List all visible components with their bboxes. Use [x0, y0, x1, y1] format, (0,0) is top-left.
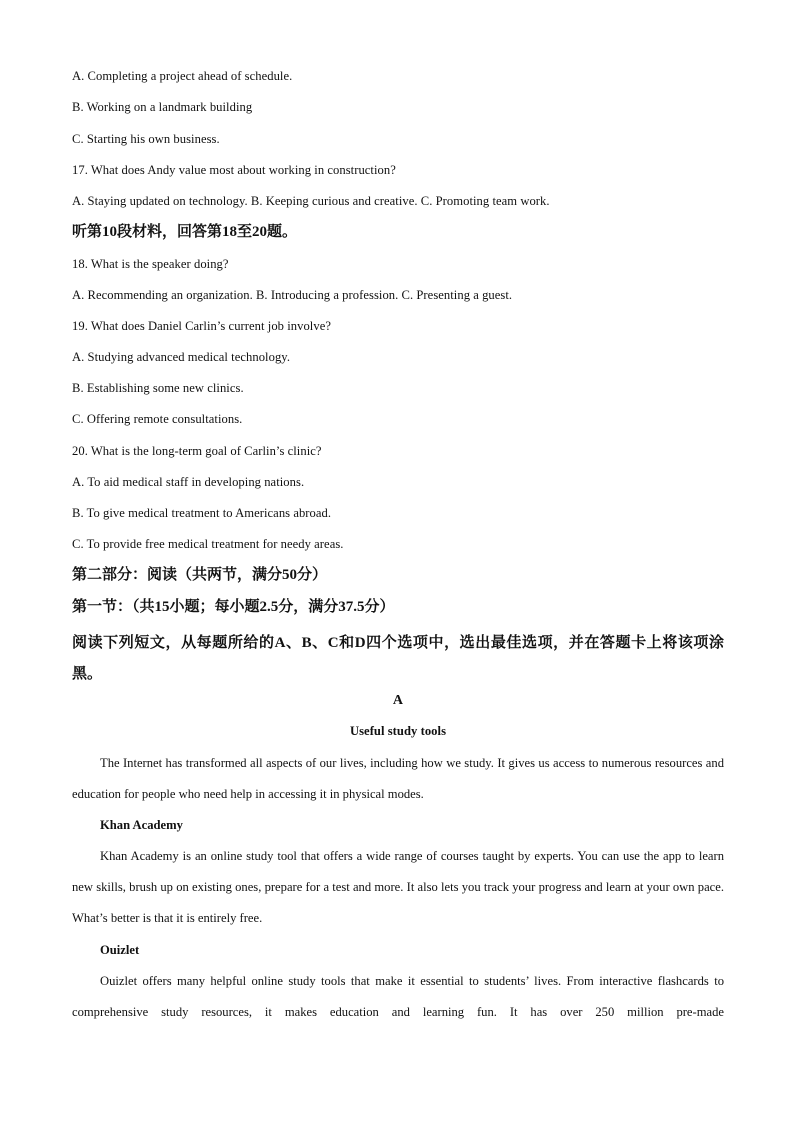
q16-option-a: A. Completing a project ahead of schedule.: [72, 69, 293, 83]
q16-option-c: C. Starting his own business.: [72, 132, 220, 146]
subheading-khan-academy: Khan Academy: [100, 818, 183, 832]
question-20: 20. What is the long-term goal of Carlin’s clinic?: [72, 444, 322, 458]
section-10-heading: 听第10段材料，回答第18至20题。: [72, 224, 298, 240]
section-1-heading: 第一节：（共15小题；每小题2.5分，满分37.5分）: [72, 599, 395, 615]
q20-option-c: C. To provide free medical treatment for needy areas.: [72, 537, 344, 551]
q19-option-a: A. Studying advanced medical technology.: [72, 350, 291, 364]
q16-option-b: B. Working on a landmark building: [72, 100, 253, 114]
passage-intro: The Internet has transformed all aspects of our lives, including how we study. It gives us access to numerous resources and education for people who need help in accessing it in physical modes.: [72, 756, 724, 801]
passage-letter: A: [392, 693, 404, 708]
q20-option-b: B. To give medical treatment to Americans abroad.: [72, 506, 332, 520]
q20-option-a: A. To aid medical staff in developing nations.: [72, 475, 305, 489]
passage-title: Useful study tools: [349, 724, 447, 738]
question-19: 19. What does Daniel Carlin’s current job involve?: [72, 319, 331, 333]
q17-options: A. Staying updated on technology. B. Keeping curious and creative. C. Promoting team work.: [72, 194, 550, 208]
paragraph-ouizlet: Ouizlet offers many helpful online study tools that make it essential to students’ lives. From interactive flashcards to comprehensive study resources, it makes education and learning fun. It has over 250 million pre-made: [72, 974, 724, 1019]
question-17: 17. What does Andy value most about working in construction?: [72, 163, 396, 177]
subheading-ouizlet: Ouizlet: [100, 943, 140, 957]
q18-options: A. Recommending an organization. B. Introducing a profession. C. Presenting a guest.: [72, 288, 513, 302]
question-18: 18. What is the speaker doing?: [72, 257, 229, 271]
q19-option-b: B. Establishing some new clinics.: [72, 381, 244, 395]
paragraph-khan-academy: Khan Academy is an online study tool that offers a wide range of courses taught by experts. You can use the app to learn new skills, brush up on existing ones, prepare for a test and more. It also lets you track your progress and learn at your own pace. What’s better is that it is entirely free.: [72, 849, 724, 925]
reading-instruction: 阅读下列短文，从每题所给的A、B、C和D四个选项中，选出最佳选项，并在答题卡上将该项涂黑。: [72, 635, 724, 682]
part-2-heading: 第二部分：阅读（共两节，满分50分）: [72, 567, 328, 583]
q19-option-c: C. Offering remote consultations.: [72, 412, 243, 426]
